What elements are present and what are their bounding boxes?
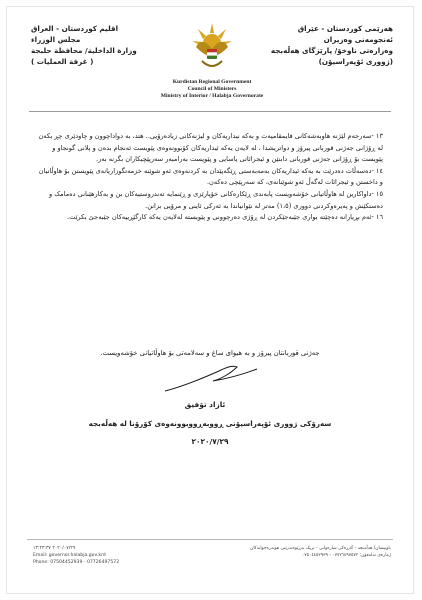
footer-email: Email: governor.halabja.gov.krd xyxy=(33,553,106,558)
paragraph-13: ١٣ -سەرجەم لێژنە هاوبەشەکانی قایمقامیەت و بەکە نیداریەکان و لیژنەکانی زیادەرۆیی.. هتد، بە دواداچوون و چاودێری چڕ بکەن لە ڕۆژانی جەژنی قوربانی پیرۆز و دواتریشدا ، لە لایەن یەکە ئیداریەکان کۆبوونەوەی پێویست ئەنجام بدەن و پلانی گونجاو و پێویست بۆ ڕۆژانی جەژنی قوربانی دابنێن و ئیجرائاتی یاسایی و پێویست بەرامبەر سەرپێچیکاران بگرنە بەر. xyxy=(38,132,383,164)
handwritten-signature xyxy=(161,357,261,397)
letterhead-kurdish-line: هەرێمی کوردستان - عێراق xyxy=(297,24,393,33)
footer-address xyxy=(181,545,391,559)
signatory-name: ئازاد تۆفیق xyxy=(184,400,226,409)
letterhead-kurdish-line: وەزارەتی ناوخۆ/ پارێزگای هەڵەبجە xyxy=(270,46,393,55)
letter-body xyxy=(35,131,383,224)
letterhead-kurdish-line: ئەنجومەنی وەزیران xyxy=(323,35,393,44)
emblem-ribbon xyxy=(202,61,222,66)
letterhead-arabic-line: مجلس الوزراء xyxy=(31,35,81,44)
document-page xyxy=(6,6,414,594)
letterhead-english-line: Council of Ministers xyxy=(187,86,237,93)
signatory-title: سەرۆکی ژووری ئۆپەراسیۆنی ڕووبەڕووبوونەوەی کۆرۆنا لە هەڵەبجە xyxy=(88,419,332,428)
letterhead-english-line: Kurdistan Regional Government xyxy=(172,79,252,85)
letterhead-english xyxy=(127,79,297,101)
letterhead-english-line: Ministry of Interior / Halabja Governorate xyxy=(160,93,264,100)
krg-emblem-icon xyxy=(188,21,236,73)
signature-date: ٢٠٢٠/٧/٢٩ xyxy=(191,437,229,446)
letterhead-kurdish xyxy=(270,23,393,67)
footer-contact xyxy=(33,545,163,566)
closing-greeting: جەژنی قوربانتان پیرۆز و بە هیوای ساغ و سەلامەتی بۆ هاوڵاتیانی خۆشەویست. xyxy=(100,349,320,357)
footer-address-line: ناونیشان/ هەڵەبجە - گەڕەکی شارەوانی - نزیک بەڕێوەبەرێتی هونەرەجوانەکان xyxy=(250,546,391,551)
paragraph-14: ١٤ -دەسەڵات دەدرێت بە یەکە ئیداریەکان بەمەبەستی ڕێگەپێدان بە کردنەوەی ئەو شوێنە خزمەتگوزاریانەی پێویستن بۆ هاوڵاتیان و داخستن و ئیجرائات لەگەڵ ئەو شوێنانەی، کە سەرپێچی دەکەن. xyxy=(38,166,383,187)
footer-divider xyxy=(27,539,393,540)
footer-phone-line: ژمارەی تەلەفۆن: ٠٧٧٢٦٤٩٧٥٧٢ - ٠٧٥٠٤٤٥٢٩٣٩ xyxy=(301,553,391,558)
letterhead-arabic-line: وزارة الداخلية/ محافظة حلبجة xyxy=(31,46,137,55)
footer-phone: Phone: 07504452939 - 07726497572 xyxy=(33,560,120,565)
letterhead-arabic xyxy=(31,23,151,67)
letterhead xyxy=(7,7,413,117)
footer-timestamp: ٢٠٢٠/٠٧/٢٩ ١٣:٢٣:٣٧ xyxy=(33,546,76,551)
letterhead-kurdish-line: (ژووری ئۆپەراسیۆن) xyxy=(318,57,393,66)
letterhead-arabic-line: ( غرفة العمليات ) xyxy=(31,57,94,66)
paragraph-16: ١٦ -ئەم بڕیارانە دەچێتە بواری جێبەجێکردن لە ڕۆژی دەرچوونی و پێویستە لەلایەن یەکە کارگێڕییەکان جێبەجێ بکرێت. xyxy=(67,213,383,222)
paragraph-15: ١٥ -داواکارین لە هاوڵاتیانی خۆشەویست پابەندی ڕێکارەکانی خۆپارێزی و ڕێنمایە تەندروستیەکان بن و بەکارهێنانی دەمامک و دەستکێش و پەیرەوکردنی دووری (١،٥) مەتر لە نێوانیاندا بە ئەرکی ئاینی و مرۆیی بزانن. xyxy=(48,189,383,210)
header-divider xyxy=(29,111,391,112)
letterhead-arabic-line: اقليم كوردستان - العراق xyxy=(31,24,119,33)
